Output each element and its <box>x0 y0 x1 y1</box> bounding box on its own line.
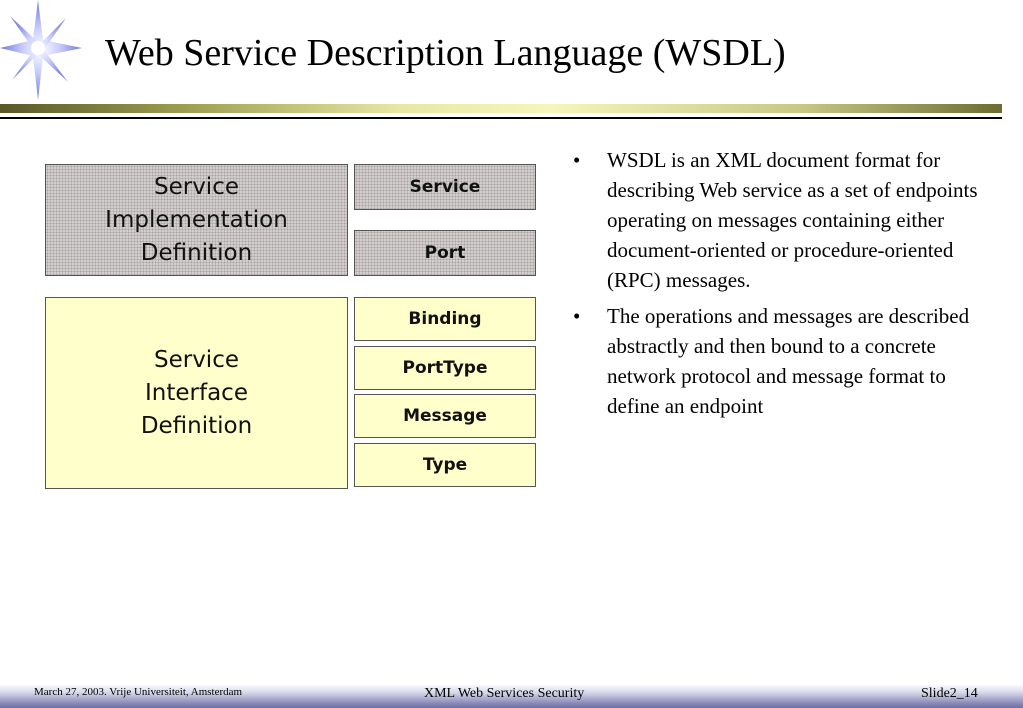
porttype-element-box <box>354 346 536 390</box>
footer-slide-number: Slide2_14 <box>921 686 978 701</box>
bullet-list <box>570 145 1000 427</box>
porttype-element-label: PortType <box>402 358 488 378</box>
service-element-box <box>354 164 536 210</box>
service-implementation-definition-label: Service Implementation Definition <box>105 173 288 266</box>
bullet-marker: • <box>573 148 581 172</box>
service-interface-definition-box <box>45 297 348 489</box>
slide-title: Web Service Description Language (WSDL) <box>105 32 786 74</box>
bullet-text: The operations and messages are described abstractly and then bound to a concrete network protocol and message format to define an endpoint <box>607 304 970 418</box>
bullet-item <box>570 145 1000 295</box>
bullet-text: WSDL is an XML document format for describing Web service as a set of endpoints operating on messages containing either document-oriented or procedure-oriented (RPC) messages. <box>607 148 978 292</box>
port-element-label: Port <box>424 243 466 263</box>
wsdl-structure-diagram <box>0 0 560 500</box>
service-element-label: Service <box>409 177 481 197</box>
service-implementation-definition-box <box>45 164 348 276</box>
bullet-item <box>570 301 1000 421</box>
binding-element-box <box>354 297 536 341</box>
footer-date-venue: March 27, 2003. Vrije Universiteit, Amsterdam <box>34 686 243 698</box>
bullet-marker: • <box>573 304 581 328</box>
footer-presentation-title: XML Web Services Security <box>424 686 585 701</box>
message-element-label: Message <box>403 406 487 426</box>
service-interface-definition-label: Service Interface Definition <box>140 346 253 439</box>
port-element-box <box>354 230 536 276</box>
type-element-box <box>354 443 536 487</box>
type-element-label: Type <box>422 455 468 475</box>
message-element-box <box>354 394 536 438</box>
binding-element-label: Binding <box>408 309 482 329</box>
